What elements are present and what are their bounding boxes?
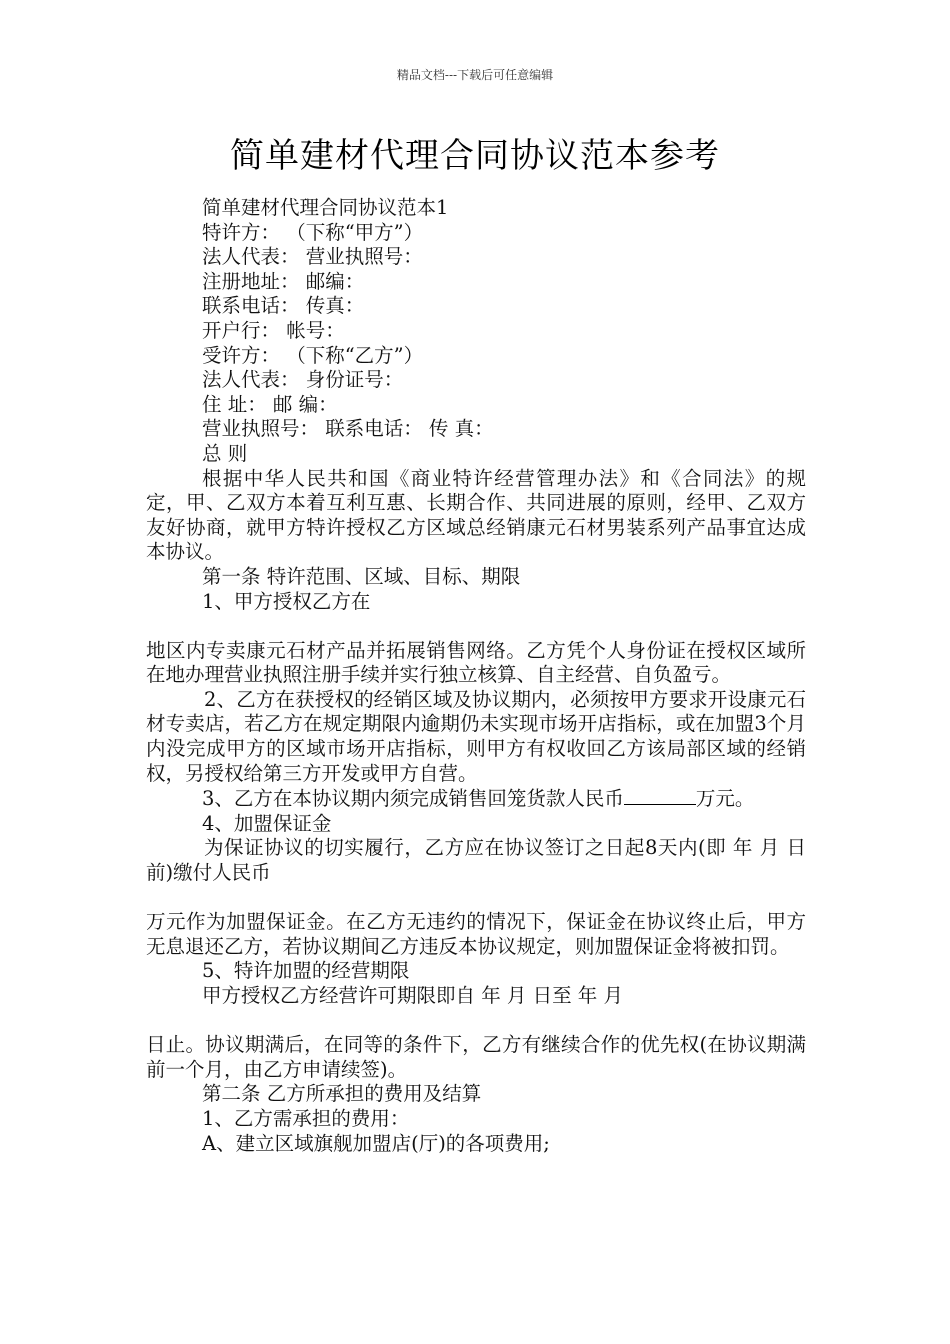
- contract-body: [146, 196, 806, 1156]
- spacer: [146, 1009, 806, 1034]
- spacer: [146, 886, 806, 911]
- paragraph: 为保证协议的切实履行，乙方应在协议签订之日起8天内(即 年 月 日前)缴付人民币: [146, 836, 806, 885]
- paragraph: 地区内专卖康元石材产品并拓展销售网络。乙方凭个人身份证在授权区域所在地办理营业执照注册手续并实行独立核算、自主经营、自负盈亏。: [146, 638, 806, 687]
- clause-line: 1、甲方授权乙方在: [202, 589, 371, 613]
- clause-line: 4、加盟保证金: [202, 811, 332, 835]
- article-heading: 第二条 乙方所承担的费用及结算: [202, 1082, 482, 1106]
- blank-fill-line: [624, 786, 696, 805]
- clause-line: A、建立区域旗舰加盟店(厅)的各项费用;: [202, 1131, 550, 1155]
- paragraph: 2、乙方在获授权的经销区域及协议期内，必须按甲方要求开设康元石材专卖店，若乙方在规定期限内逾期仍未实现市场开店指标，或在加盟3个月内没完成甲方的区域市场开店指标，则甲方有权收回乙方该局部区域的经销权，另授权给第三方开发或甲方自营。: [146, 687, 806, 785]
- document-title: 简单建材代理合同协议范本参考: [230, 136, 720, 176]
- clause-line: 甲方授权乙方经营许可期限即自 年 月 日至 年 月: [202, 984, 623, 1007]
- general-provisions-heading: 总 则: [202, 441, 248, 465]
- clause-line: 5、特许加盟的经营期限: [202, 959, 410, 983]
- paragraph: 万元作为加盟保证金。在乙方无违约的情况下，保证金在协议终止后，甲方无息退还乙方，若协议期间乙方违反本协议规定，则加盟保证金将被扣罚。: [146, 910, 806, 958]
- section-heading: 简单建材代理合同协议范本1: [202, 196, 449, 219]
- field-line: 住 址： 邮 编：: [202, 392, 338, 416]
- article-heading: 第一条 特许范围、区域、目标、期限: [202, 564, 521, 588]
- clause-text: 万元。: [695, 787, 755, 811]
- clause-line: [146, 786, 806, 812]
- field-line: 联系电话： 传真：: [202, 294, 365, 318]
- field-line: 开户行： 帐号：: [202, 318, 345, 342]
- field-line: 营业执照号： 联系电话： 传 真：: [202, 417, 494, 441]
- party-a-line: 特许方： （下称“甲方”）: [202, 220, 424, 244]
- paragraph: 日止。协议期满后，在同等的条件下，乙方有继续合作的优先权(在协议期满前一个月，由乙方申请续签)。: [146, 1033, 806, 1081]
- clause-line: 1、乙方需承担的费用：: [202, 1106, 410, 1130]
- clause-text: 3、乙方在本协议期内须完成销售回笼货款人民币: [202, 787, 624, 811]
- party-b-line: 受许方： （下称“乙方”）: [202, 343, 424, 367]
- spacer: [146, 614, 806, 639]
- paragraph: 根据中华人民共和国《商业特许经营管理办法》和《合同法》的规定，甲、乙双方本着互利互惠、长期合作、共同进展的原则，经甲、乙双方友好协商，就甲方特许授权乙方区域总经销康元石材男装系列产品事宜达成本协议。: [146, 466, 806, 564]
- field-line: 法人代表： 营业执照号：: [202, 245, 423, 269]
- page-header-note: 精品文档---下载后可任意编辑: [396, 68, 554, 82]
- field-line: 注册地址： 邮编：: [202, 269, 365, 293]
- field-line: 法人代表： 身份证号：: [202, 368, 404, 392]
